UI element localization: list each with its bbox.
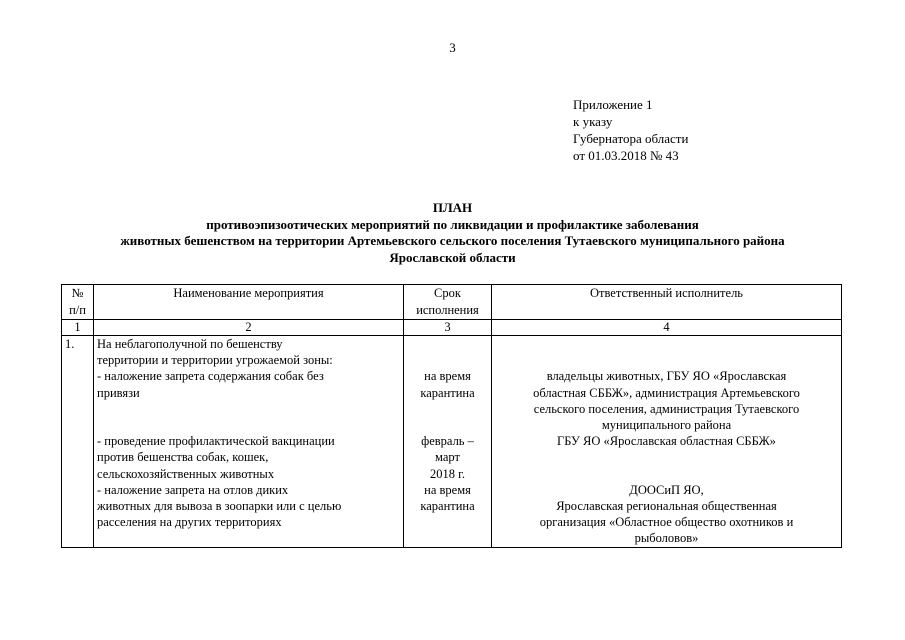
- appendix-line-3: Губернатора области: [573, 131, 689, 146]
- responsible-2-line-1: ГБУ ЯО «Ярославская областная СББЖ»: [557, 434, 776, 449]
- term-2-line-2: март: [435, 450, 460, 465]
- header-term-line-2: исполнения: [416, 303, 479, 317]
- table-header-row: [62, 285, 842, 320]
- plan-title: ПЛАН: [432, 200, 473, 215]
- activity-2-line-3: сельскохозяйственных животных: [97, 466, 275, 481]
- appendix-line-4: от 01.03.2018 № 43: [573, 148, 679, 163]
- term-1-line-1: на время: [424, 369, 471, 384]
- appendix-line-1: Приложение 1: [573, 97, 653, 112]
- header-no-line-1: №: [71, 286, 84, 300]
- plan-table: [61, 284, 842, 548]
- activity-2-line-1: - проведение профилактической вакцинации: [97, 434, 335, 449]
- activity-3-line-1: - наложение запрета на отлов диких: [97, 482, 289, 497]
- activity-3-line-2: животных для вывоза в зоопарки или с целью: [97, 499, 342, 513]
- header-responsible: [492, 285, 842, 320]
- term-3-line-1: на время: [424, 482, 471, 497]
- appendix-line-2: к указу: [573, 114, 613, 129]
- activity-1-line-1: - наложение запрета содержания собак без: [97, 369, 324, 384]
- responsible-1-line-1: владельцы животных, ГБУ ЯО «Ярославская: [546, 369, 787, 384]
- column-number: 1: [62, 320, 94, 336]
- term-3-line-2: карантина: [420, 498, 475, 513]
- activity-1-line-2: привязи: [97, 385, 140, 400]
- plan-subtitle-line-3: Ярославской области: [389, 249, 516, 265]
- plan-heading: [0, 200, 905, 266]
- activity-2-line-2: против бешенства собак, кошек,: [97, 450, 269, 465]
- responsible-3-line-3: организация «Областное общество охотников и: [539, 515, 794, 530]
- column-number: 4: [492, 320, 842, 336]
- header-responsible-label: Ответственный исполнитель: [589, 286, 744, 300]
- plan-subtitle-line-1: противоэпизоотических мероприятий по ликвидации и профилактике заболевания: [206, 216, 699, 232]
- header-name-label: Наименование мероприятия: [173, 286, 324, 300]
- activity-intro-line-1: На неблагополучной по бешенству: [97, 337, 283, 351]
- term-2-line-1: февраль –: [421, 434, 474, 449]
- activity-names: [94, 336, 404, 548]
- header-name: [94, 285, 404, 320]
- term-1-line-2: карантина: [420, 385, 475, 400]
- activity-intro-line-2: территории и территории угрожаемой зоны:: [97, 353, 333, 368]
- table-row: [62, 336, 842, 548]
- responsible-3-line-2: Ярославская региональная общественная: [556, 498, 777, 513]
- activity-terms: [404, 336, 492, 548]
- header-term: [404, 285, 492, 320]
- responsible-3-line-4: рыболовов»: [634, 531, 699, 546]
- column-numbering-row: [62, 320, 842, 336]
- column-number: 2: [94, 320, 404, 336]
- column-number: 3: [404, 320, 492, 336]
- plan-subtitle-line-2: животных бешенством на территории Артемьевского сельского поселения Тутаевского муниципального района: [120, 233, 785, 248]
- header-term-line-1: Срок: [434, 286, 461, 300]
- row-number: 1.: [62, 336, 94, 548]
- term-2-line-3: 2018 г.: [430, 466, 465, 481]
- responsible-1-line-4: муниципального района: [601, 417, 732, 432]
- appendix-block: [573, 96, 688, 164]
- header-no-line-2: п/п: [69, 303, 86, 317]
- responsible-executors: [492, 336, 842, 548]
- activity-3-line-3: расселения на других территориях: [97, 515, 282, 530]
- responsible-3-line-1: ДООСиП ЯО,: [629, 482, 704, 497]
- header-no: [62, 285, 94, 320]
- responsible-1-line-3: сельского поселения, администрация Тутаевского: [533, 401, 800, 416]
- page-number: 3: [449, 40, 456, 55]
- responsible-1-line-2: областная СББЖ», администрация Артемьевского: [533, 385, 800, 400]
